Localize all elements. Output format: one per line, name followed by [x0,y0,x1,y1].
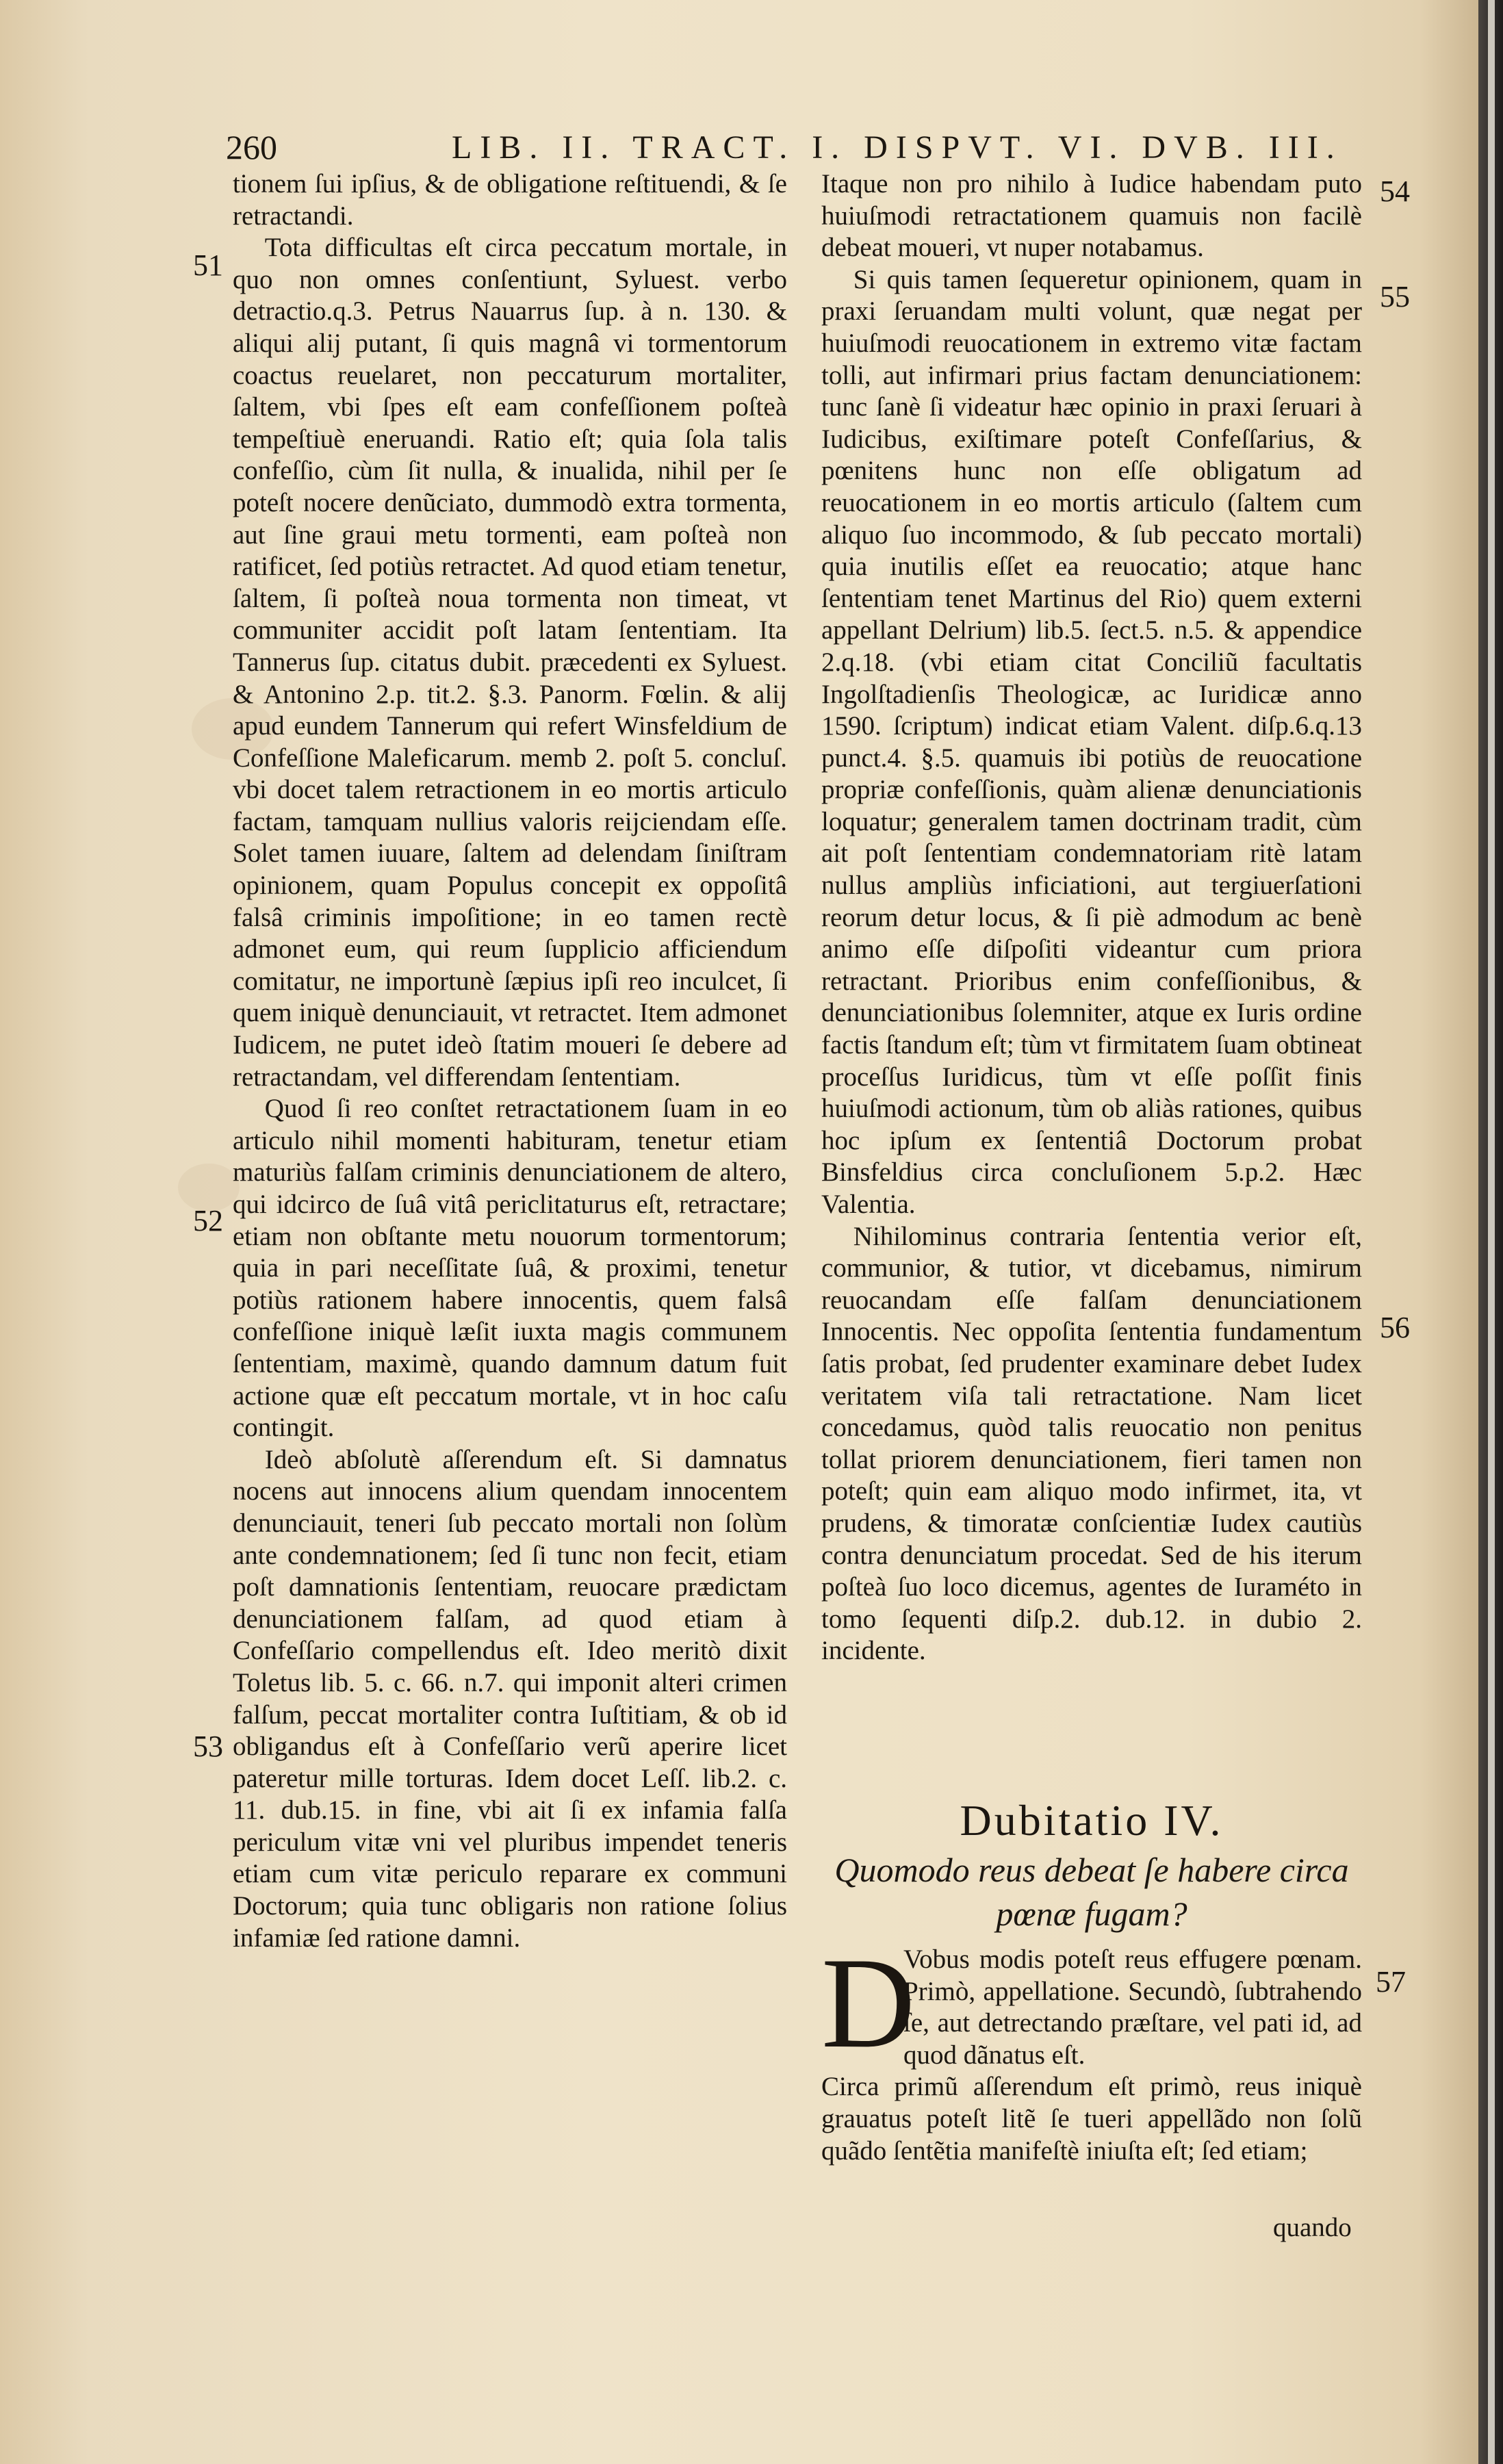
drop-cap: D [821,1932,916,2075]
margin-number: 53 [193,1730,223,1763]
margin-number: 57 [1376,1965,1406,1999]
margin-number: 56 [1380,1311,1410,1344]
section-heading [821,1793,1362,1936]
margin-number: 51 [193,248,223,282]
page-edge [1478,0,1503,2464]
paragraph: Nihilominus contraria ſententia verior eſt, communior, & tutior, vt dicebamus, nimirum reuocandam eſſe falſam denunciationem Innocentis. Nec oppoſita ſententia fundamentum ſatis probat, ſed prudenter examinare debet Iudex veritatem viſa tali retractatione. Nam licet concedamus, quòd talis reuocatio non penitus tollat priorem denunciationem, fieri tamen non poteſt; quin eam aliquo modo infirmet, ita, vt prudens, & timoratæ conſcientiæ Iudex cautiùs contra denunciatum procedat. Sed de his iterum poſteà ſuo loco dicemus, agentes de Iuraméto in tomo ſequenti diſp.2. dub.12. in dubio 2. incidente. [821,1221,1362,1666]
margin-number: 54 [1380,175,1410,208]
right-column [821,168,1362,1667]
margin-number: 52 [193,1204,223,1237]
section-title: Dubitatio IV. [960,1796,1224,1845]
section-subtitle: Quomodo reus debeat ſe habere circa pœnæ fugam? [834,1851,1349,1933]
paragraph: Ideò abſolutè aſſerendum eſt. Si damnatus nocens aut innocens alium quendam innocentem denunciauit, teneri ſub peccato mortali non ſolùm ante condemnationem; ſed ſi tunc non fecit, etiam poſt damnationis ſententiam, reuocare prædictam denunciationem falſam, ad quod etiam à Confeſſario compellendus eſt. Ideo meritò dixit Toletus lib. 5. c. 66. n.7. qui imponit alteri crimen falſum, peccat mortaliter contra Iuſtitiam, & ob id obligandus eſt à Confeſſario verũ aperire licet pateretur mille torturas. Idem docet Leſſ. lib.2. c. 11. dub.15. in fine, vbi ait ſi ex infamia falſa periculum vitæ vni vel pluribus impendet teneris etiam cum vitæ periculo reparare ex communi Doctorum; quia tunc obligaris non ratione ſolius infamiæ ſed ratione damni. [233,1444,787,1953]
paragraph: Quod ſi reo conſtet retractationem ſuam in eo articulo nihil momenti habituram, tenetur etiam maturiùs falſam criminis denunciationem de altero, qui idcirco de ſuâ vitâ periclitaturus eſt, retractare; etiam non obſtante metu nouorum tormentorum; quia in pari neceſſitate ſuâ, & proximi, tenetur potiùs rationem habere innocentis, quem falsâ confeſſione iniquè læſit iuxta magis communem ſententiam, maximè, quando damnum datum fuit actione quæ eſt peccatum mortale, vt in hoc caſu contingit. [233,1094,787,1443]
margin-number: 55 [1380,280,1410,313]
paragraph: Si quis tamen ſequeretur opinionem, quam in praxi ſeruandam multi volunt, quæ negat per huiuſmodi reuocationem in extremo vitæ factam tolli, aut infirmari prius factam denunciationem: tunc ſanè ſi videatur hæc opinio in praxi ſeruari à Iudicibus, exiſtimare poteſt Confeſſarius, & pœnitens hunc non eſſe obligatum ad reuocationem in eo mortis articulo (ſaltem cum aliquo ſuo incommodo, & ſub peccato mortali) quia inutilis eſſet ea reuocatio; atque hanc ſententiam tenet Martinus del Rio) quem externi appellant Delrium) lib.5. ſect.5. n.5. & appendice 2.q.18. (vbi etiam citat Conciliũ facultatis Ingolſtadienſis Theologicæ, ac Iuridicæ anno 1590. ſcriptum) indicat etiam Valent. diſp.6.q.13 punct.4. §.5. quamuis ibi potiùs de reuocatione propriæ confeſſionis, quàm alienæ denunciationis loquatur; generalem tamen doctrinam tradit, cùm ait poſt ſententiam condemnatoriam ritè latam nullus ampliùs inficiationi, aut tergiuerſationi reorum detur locus, & ſi piè admodum ac benè animo eſſe diſpoſiti videantur cum priora retractant. Prioribus enim confeſſionibus, & denunciationibus ſolemniter, atque ex Iuris ordine factis ſtandum eſt; tùm vt firmitatem ſuam obtineat proceſſus Iuridicus, tùm vt eſſe poſſit finis huiuſmodi actionum, tùm ob aliàs rationes, quibus hoc ipſum ex ſententiâ Doctorum probat Binsfeldius circa concluſionem 5.p.2. Hæc Valentia. [821,264,1362,1219]
body-text: Circa primũ aſſerendum eſt primò, reus iniquè grauatus poteſt litẽ ſe tueri appellãdo non ſolũ quãdo ſentẽtia manifeſtè iniuſta eſt; ſed etiam; [821,2072,1362,2166]
edge-strip [1488,0,1495,2464]
paragraph: Tota difficultas eſt circa peccatum mortale, in quo non omnes conſentiunt, Syluest. verbo detractio.q.3. Petrus Nauarrus ſup. à n. 130. & aliqui alij putant, ſi quis magnâ vi tormentorum coactus reuelaret, non peccaturum mortaliter, ſaltem, vbi ſpes eſt eam confeſſionem poſteà tempeſtiuè eneruandi. Ratio eſt; quia ſola talis confeſſio, cùm ſit nulla, & inualida, nihil per ſe poteſt nocere denũciato, dummodò extra tormenta, aut ſine graui metu tormenti, eam poſteà non ratificet, ſed potiùs retractet. Ad quod etiam tenetur, ſaltem, ſi poſteà noua tormenta non timeat, vt communiter accidit poſt latam ſententiam. Ita Tannerus ſup. citatus dubit. præcedenti ex Syluest. & Antonino 2.p. tit.2. §.3. Panorm. Fœlin. & alij apud eundem Tannerum qui refert Winsfeldium de Confeſſione Maleficarum. memb 2. poſt 5. concluſ. vbi docet talem retractionem in eo mortis articulo factam, tamquam nullius valoris reijciendam eſſe. Solet tamen iuuare, ſaltem ad delendam ſiniſtram opinionem, quam Populus concepit ex oppoſitâ falsâ criminis impoſitione; in eo tamen rectè admonet eum, qui reum ſupplicio afficiendum comitatur, ne importunè ſæpius ipſi reo inculcet, ſi quem iniquè denunciauit, vt retractet. Item admonet Iudicem, ne putet ideò ſtatim moueri ſe debere ad retractandam, vel differendam ſententiam. [233,233,787,1092]
paragraph: tionem ſui ipſius, & de obligatione reſtituendi, & ſe retractandi. [233,169,787,231]
running-head: LIB. II. TRACT. I. DISPVT. VI. DVB. III. [452,129,1343,166]
section-text [821,1944,1362,2167]
page-number: 260 [226,128,277,166]
left-column [233,168,787,1954]
paragraph: Itaque non pro nihilo à Iudice habendam puto huiuſmodi retractationem quamuis non facilè debeat moueri, vt nuper notabamus. [821,169,1362,263]
page-header [226,127,1383,168]
catchword: quando [1273,2213,1352,2242]
indented-text: Vobus modis poteſt reus effugere pœnam. Primò, appellatione. Secundò, ſubtrahendo ſe, aut detrectando præſtare, vel pati id, ad quod dãnatus eſt. [903,1945,1362,2070]
